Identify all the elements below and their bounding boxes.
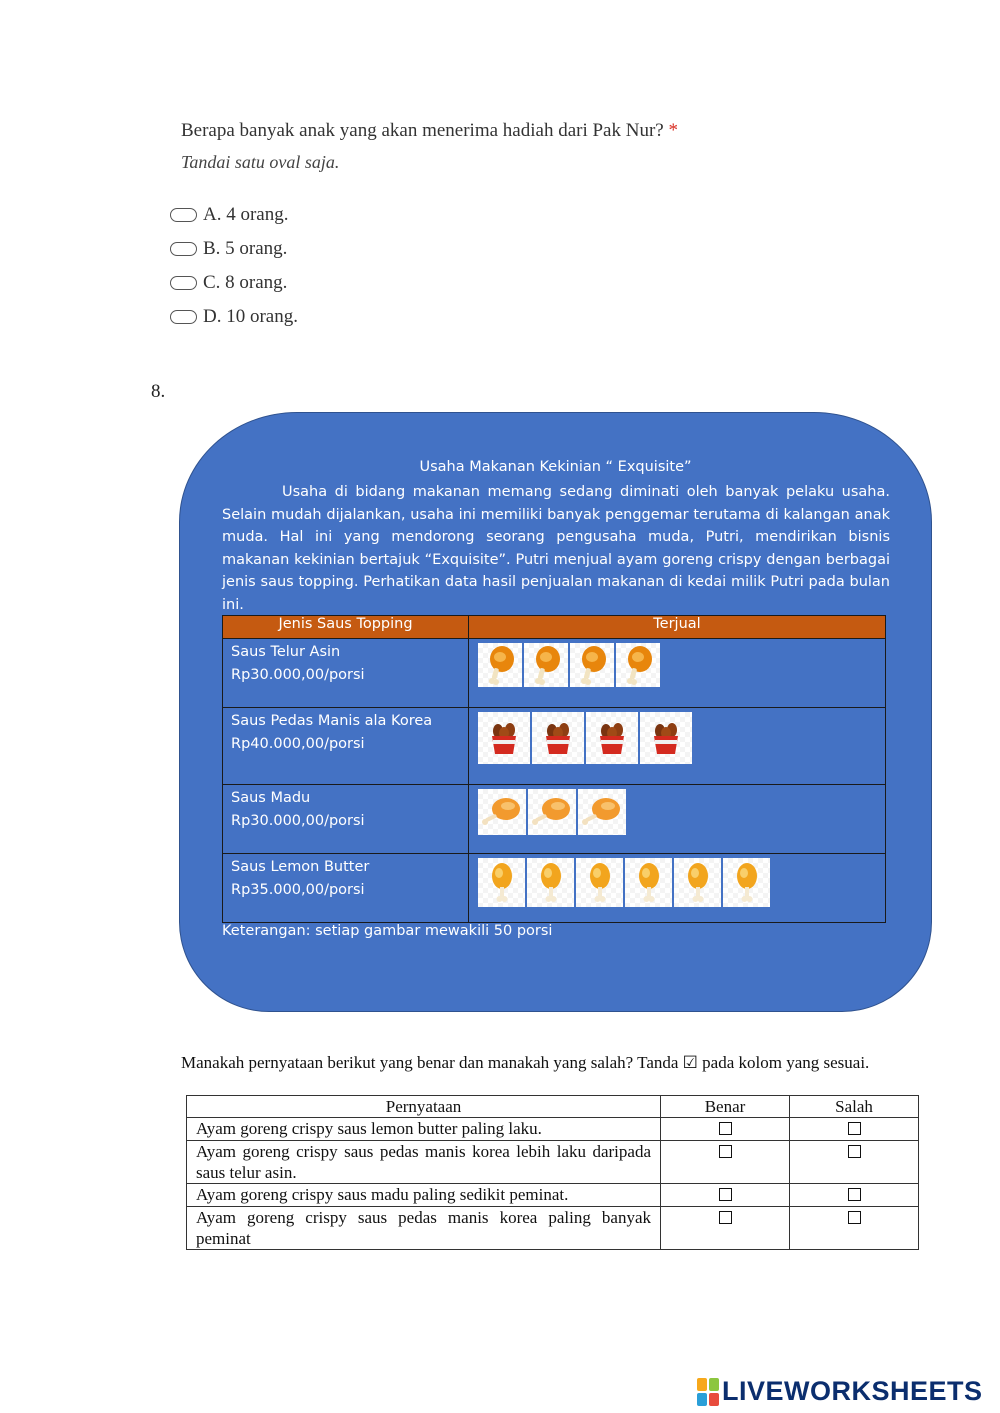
sales-row [223, 639, 886, 708]
answer-options [170, 198, 298, 334]
story-panel [179, 412, 932, 1012]
true-checkbox[interactable] [719, 1188, 732, 1201]
statement-table [186, 1095, 919, 1250]
sold-cell [469, 854, 886, 923]
chicken-bucket-icon [478, 712, 530, 764]
sauce-cell [223, 854, 469, 923]
question-7-text: Berapa banyak anak yang akan menerima hadiah dari Pak Nur? [181, 120, 664, 141]
option-b[interactable] [170, 232, 298, 266]
roast-chicken-icon [528, 789, 576, 835]
fried-chicken-leg-icon [625, 858, 672, 907]
fried-chicken-leg-icon [674, 858, 721, 907]
fried-chicken-leg-icon [723, 858, 770, 907]
false-checkbox[interactable] [848, 1122, 861, 1135]
radio-oval[interactable] [170, 242, 197, 256]
radio-oval[interactable] [170, 310, 197, 324]
sauce-price: Rp40.000,00/porsi [231, 735, 365, 752]
sauce-price: Rp30.000,00/porsi [231, 666, 365, 683]
true-checkbox[interactable] [719, 1145, 732, 1158]
true-cell [661, 1184, 790, 1207]
logo-text: LIVEWORKSHEETS [722, 1376, 983, 1406]
sauce-name: Saus Lemon Butter [231, 859, 370, 875]
option-a[interactable] [170, 198, 298, 232]
radio-oval[interactable] [170, 276, 197, 290]
true-cell [661, 1141, 790, 1184]
question-8-number: 8. [151, 381, 166, 402]
sauce-name: Saus Madu [231, 790, 311, 806]
statement-text: Ayam goreng crispy saus madu paling sedikit peminat. [187, 1184, 661, 1207]
false-checkbox[interactable] [848, 1145, 861, 1158]
required-mark: * [668, 120, 678, 141]
statement-text: Ayam goreng crispy saus lemon butter paling laku. [187, 1118, 661, 1141]
sold-cell [469, 708, 886, 785]
drumstick-icon [616, 643, 660, 687]
statement-text: Ayam goreng crispy saus pedas manis korea lebih laku daripada saus telur asin. [187, 1141, 661, 1184]
header-true: Benar [661, 1096, 790, 1118]
panel-title: Usaha Makanan Kekinian “ Exquisite” [419, 459, 692, 475]
false-cell [790, 1118, 919, 1141]
panel-note: Keterangan: setiap gambar mewakili 50 porsi [222, 923, 553, 939]
radio-oval[interactable] [170, 208, 197, 222]
sales-table-header [223, 616, 886, 639]
sauce-cell [223, 785, 469, 854]
roast-chicken-icon [478, 789, 526, 835]
false-cell [790, 1141, 919, 1184]
statement-row [187, 1118, 919, 1141]
fried-chicken-leg-icon [478, 858, 525, 907]
false-cell [790, 1184, 919, 1207]
panel-paragraph: Usaha di bidang makanan memang sedang diminati oleh banyak pelaku usaha. Selain mudah dijalankan, usaha ini memiliki banyak penggemar terutama di kalangan anak muda. Hal ini yang mendorong seorang pengusaha muda, Putri, mendirikan bisnis makanan kekinian bertajuk “Exquisite”. Putri menjual ayam goreng crispy dengan berbagai jenis saus topping. Perhatikan data hasil penjualan makanan di kedai milik Putri pada bulan ini. [222, 484, 890, 613]
option-label: B. 5 orang. [203, 238, 288, 259]
chicken-bucket-icon [586, 712, 638, 764]
logo-blocks-icon [697, 1378, 719, 1406]
option-label: D. 10 orang. [203, 306, 298, 327]
drumstick-icon [524, 643, 568, 687]
sales-row [223, 854, 886, 923]
sauce-name: Saus Telur Asin [231, 644, 341, 660]
sales-table [222, 615, 886, 923]
false-checkbox[interactable] [848, 1211, 861, 1224]
sauce-cell [223, 708, 469, 785]
pictogram [478, 789, 885, 835]
roast-chicken-icon [578, 789, 626, 835]
pictogram [478, 858, 885, 907]
fried-chicken-leg-icon [527, 858, 574, 907]
question-7-hint: Tandai satu oval saja. [181, 152, 340, 172]
drumstick-icon [478, 643, 522, 687]
pictogram [478, 712, 885, 764]
liveworksheets-logo[interactable] [697, 1376, 983, 1407]
header-statement: Pernyataan [187, 1096, 661, 1118]
true-cell [661, 1118, 790, 1141]
option-c[interactable] [170, 266, 298, 300]
header-false: Salah [790, 1096, 919, 1118]
false-cell [790, 1207, 919, 1250]
option-d[interactable] [170, 300, 298, 334]
option-label: A. 4 orang. [203, 204, 289, 225]
fried-chicken-leg-icon [576, 858, 623, 907]
sauce-cell [223, 639, 469, 708]
option-label: C. 8 orang. [203, 272, 288, 293]
true-checkbox[interactable] [719, 1211, 732, 1224]
instruction-text: Manakah pernyataan berikut yang benar dan manakah yang salah? Tanda ☑ pada kolom yang sesuai. [181, 1053, 870, 1072]
true-cell [661, 1207, 790, 1250]
statement-row [187, 1207, 919, 1250]
header-sold: Terjual [469, 616, 886, 639]
statement-row [187, 1141, 919, 1184]
true-checkbox[interactable] [719, 1122, 732, 1135]
sauce-price: Rp30.000,00/porsi [231, 812, 365, 829]
question-7-prompt [181, 120, 678, 142]
sold-cell [469, 785, 886, 854]
chicken-bucket-icon [532, 712, 584, 764]
sales-row [223, 785, 886, 854]
sold-cell [469, 639, 886, 708]
false-checkbox[interactable] [848, 1188, 861, 1201]
header-sauce: Jenis Saus Topping [223, 616, 469, 639]
sauce-name: Saus Pedas Manis ala Korea [231, 713, 433, 729]
sales-row [223, 708, 886, 785]
statement-table-header [187, 1096, 919, 1118]
statement-text: Ayam goreng crispy saus pedas manis korea paling banyak peminat [187, 1207, 661, 1250]
pictogram [478, 643, 885, 687]
statement-row [187, 1184, 919, 1207]
drumstick-icon [570, 643, 614, 687]
sauce-price: Rp35.000,00/porsi [231, 881, 365, 898]
chicken-bucket-icon [640, 712, 692, 764]
